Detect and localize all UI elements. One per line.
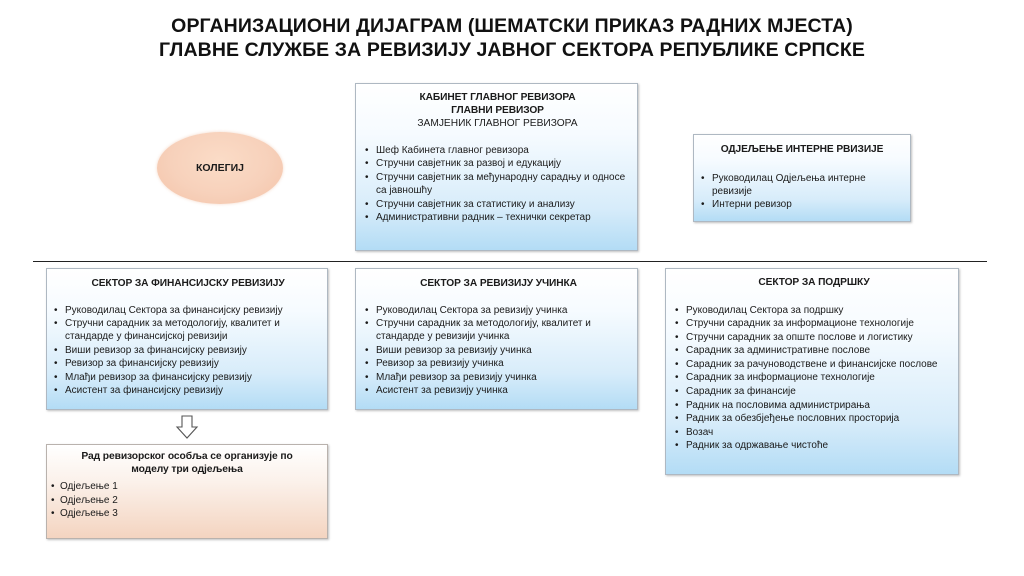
list-item: • Радник на пословима администрирања	[674, 399, 954, 413]
list-item: • Руководилац Сектора за финансијску ревизију	[53, 304, 323, 317]
kolegij-node	[157, 132, 283, 204]
list-item: • Сарадник за финансије	[674, 385, 954, 399]
support-sector-box	[665, 268, 959, 475]
list-item: • Руководилац Сектора за подршку	[674, 304, 954, 318]
down-arrow-icon	[175, 415, 199, 439]
list-item: • Млађи ревизор за ревизију учинка	[364, 371, 633, 384]
departments-title: Рад ревизорског особља се организује по моделу три одјељења	[81, 451, 293, 475]
list-item: • Стручни савјетник за развој и едукацију	[364, 157, 631, 170]
list-item: • Руководилац Сектора за ревизију учинка	[364, 304, 633, 317]
list-item: • Стручни сарадник за опште послове и логистику	[674, 331, 954, 345]
financial-audit-title: СЕКТОР ЗА ФИНАНСИЈСКУ РЕВИЗИЈУ	[91, 278, 285, 289]
support-sector-title: СЕКТОР ЗА ПОДРШКУ	[758, 277, 870, 288]
internal-audit-title: ОДЈЕЉЕЊЕ ИНТЕРНЕ РВИЗИЈЕ	[720, 144, 884, 155]
list-item: • Возач	[674, 426, 954, 440]
kolegij-label: КОЛЕГИЈ	[195, 162, 245, 174]
list-item: • Виши ревизор за ревизију учинка	[364, 344, 633, 357]
list-item: • Ревизор за финансијску ревизију	[53, 357, 323, 370]
list-item: • Сарадник за административне послове	[674, 344, 954, 358]
cabinet-deputy: ЗАМЈЕНИК ГЛАВНОГ РЕВИЗОРА	[417, 118, 578, 129]
financial-audit-sector-box	[46, 268, 328, 410]
list-item: • Сарадник за рачуноводствене и финансијске послове	[674, 358, 954, 372]
title-line-1: ОРГАНИЗАЦИОНИ ДИЈАГРАМ (ШЕМАТСКИ ПРИКАЗ РАДНИХ МЈЕСТА)	[171, 15, 853, 37]
list-item: • Административни радник – технички секретар	[364, 211, 631, 224]
list-item: • Асистент за ревизију учинка	[364, 384, 633, 397]
performance-audit-list	[364, 304, 633, 398]
page-title	[0, 14, 1024, 62]
list-item: • Стручни сарадник за методологију, квалитет и стандарде у финансијској ревизији	[53, 317, 323, 344]
cabinet-chief-auditor: ГЛАВНИ РЕВИЗОР	[451, 104, 544, 116]
cabinet-box	[355, 83, 638, 251]
list-item: • Ревизор за ревизију учинка	[364, 357, 633, 370]
cabinet-list	[364, 144, 631, 224]
support-sector-list	[674, 304, 954, 454]
list-item: • Одјељење 3	[51, 507, 323, 521]
list-item: • Стручни сарадник за информационе технологије	[674, 317, 954, 331]
list-item: • Радник за одржавање чистоће	[674, 439, 954, 453]
title-line-2: ГЛАВНЕ СЛУЖБЕ ЗА РЕВИЗИЈУ ЈАВНОГ СЕКТОРА РЕПУБЛИКЕ СРПСКЕ	[159, 39, 865, 61]
departments-box	[46, 444, 328, 539]
list-item: • Одјељење 1	[51, 480, 323, 494]
financial-audit-list	[53, 304, 323, 398]
performance-audit-sector-box	[355, 268, 638, 410]
list-item: • Млађи ревизор за финансијску ревизију	[53, 371, 323, 384]
performance-audit-title: СЕКТОР ЗА РЕВИЗИЈУ УЧИНКА	[420, 278, 577, 289]
list-item: • Сарадник за информационе технологије	[674, 371, 954, 385]
list-item: • Радник за обезбјеђење пословних просторија	[674, 412, 954, 426]
internal-audit-box	[693, 134, 911, 222]
list-item: • Асистент за финансијску ревизију	[53, 384, 323, 397]
departments-list	[51, 480, 323, 521]
divider-line	[33, 261, 987, 262]
internal-audit-list	[700, 172, 904, 211]
list-item: • Одјељење 2	[51, 494, 323, 508]
list-item: • Стручни савјетник за међународну сарадњу и односе са јавношћу	[364, 171, 631, 198]
cabinet-title: КАБИНЕТ ГЛАВНОГ РЕВИЗОРА	[419, 92, 576, 103]
list-item: • Стручни сарадник за методологију, квалитет и стандарде у ревизији учинка	[364, 317, 633, 344]
list-item: • Руководилац Одјељења интерне ревизије	[700, 172, 904, 198]
list-item: • Стручни савјетник за статистику и анализу	[364, 198, 631, 211]
list-item: • Шеф Кабинета главног ревизора	[364, 144, 631, 157]
list-item: • Интерни ревизор	[700, 198, 904, 211]
list-item: • Виши ревизор за финансијску ревизију	[53, 344, 323, 357]
